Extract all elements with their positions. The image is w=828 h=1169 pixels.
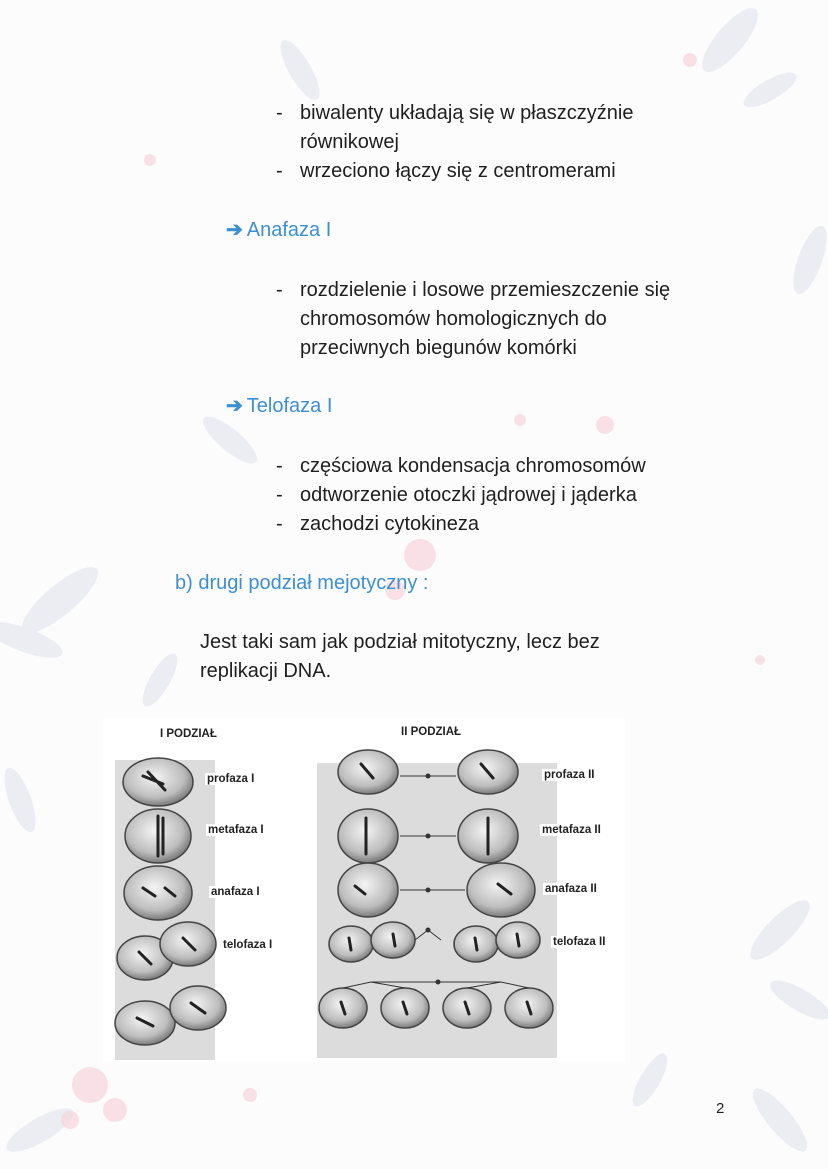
stage-label: profaza I <box>207 773 255 785</box>
stage-label: anafaza I <box>211 886 260 898</box>
arrow-right-icon: ➔ <box>226 395 243 417</box>
anafaza-bullet-1: rozdzielenie i losowe przemieszczenie się <box>300 279 671 301</box>
metafaza-bullet-1-cont: równikowej <box>300 131 399 153</box>
stage-label: anafaza II <box>545 883 597 895</box>
section-b-text-1: Jest taki sam jak podział mitotyczny, lecz bez <box>200 631 600 653</box>
bullet-dash: - <box>276 484 283 506</box>
panel-title-first-division: I PODZIAŁ <box>160 728 217 740</box>
anafaza-bullet-1-cont2: przeciwnych biegunów komórki <box>300 337 577 359</box>
metafaza-bullet-1: biwalenty układają się w płaszczyźnie <box>300 102 634 124</box>
bullet-dash: - <box>276 160 283 182</box>
stage-label: metafaza II <box>542 824 601 836</box>
bullet-dash: - <box>276 513 283 535</box>
anafaza-heading <box>226 216 331 245</box>
telofaza-heading-text: Telofaza I <box>246 395 333 417</box>
panel-title-second-division: II PODZIAŁ <box>401 726 462 738</box>
bullet-dash: - <box>276 279 283 301</box>
meiosis-diagram <box>103 718 625 1062</box>
arrow-right-icon: ➔ <box>226 219 243 241</box>
anafaza-bullet-1-cont: chromosomów homologicznych do <box>300 308 607 330</box>
bullet-dash: - <box>276 102 283 124</box>
section-b-heading: b) drugi podział mejotyczny : <box>175 572 429 594</box>
stage-label: telofaza I <box>223 939 273 951</box>
page-number: 2 <box>716 1100 725 1117</box>
telofaza-heading <box>226 392 332 421</box>
telofaza-bullet-1: częściowa kondensacja chromosomów <box>300 455 646 477</box>
metafaza-bullet-2: wrzeciono łączy się z centromerami <box>300 160 616 182</box>
telofaza-bullet-2: odtworzenie otoczki jądrowej i jąderka <box>300 484 637 506</box>
telofaza-bullet-3: zachodzi cytokineza <box>300 513 479 535</box>
bullet-dash: - <box>276 455 283 477</box>
section-b-text-2: replikacji DNA. <box>200 660 332 682</box>
anafaza-heading-text: Anafaza I <box>246 219 332 241</box>
stage-label: telofaza II <box>553 936 606 948</box>
stage-label: metafaza I <box>208 824 264 836</box>
stage-label: profaza II <box>544 769 595 781</box>
